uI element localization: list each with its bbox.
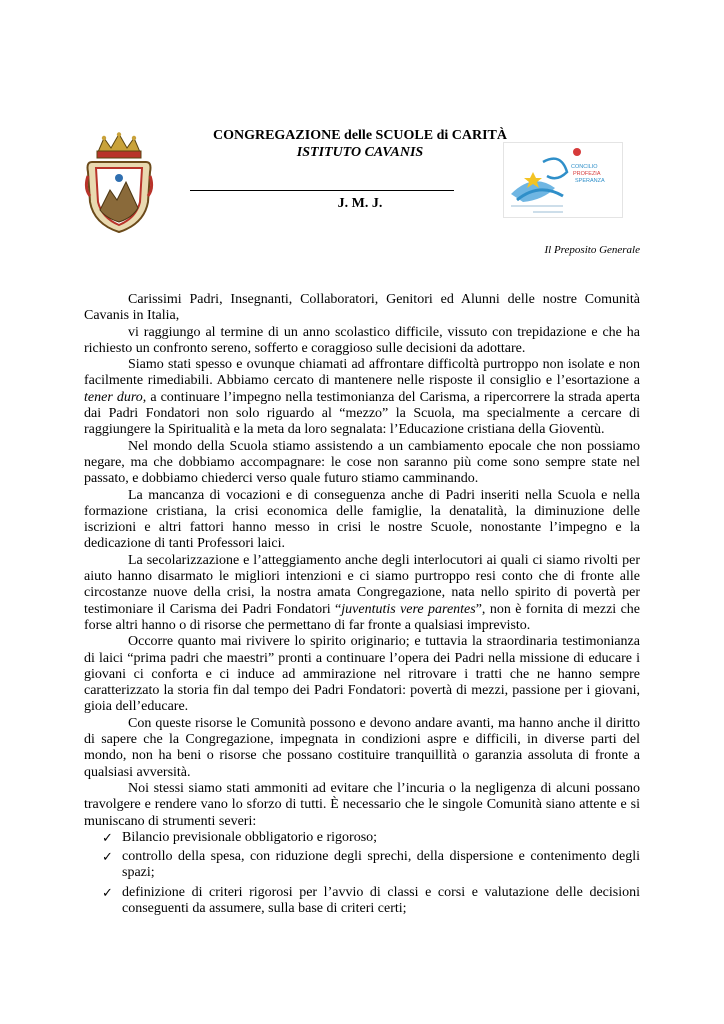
header-divider: [190, 190, 454, 191]
logo-text-2: PROFEZIA: [573, 171, 601, 177]
paragraph-change: Nel mondo della Scuola stiamo assistendo a un cambiamento epocale che non possiamo negare, ma che dobbiamo accompagnare: le cose non saranno più come sono sempre state nel passato, e dobbiamo chiederci verso quale futuro stiamo camminando.: [84, 438, 640, 487]
paragraph-difficulties: Siamo stati spesso e ovunque chiamati ad affrontare difficoltà purtroppo non isolate e non facilmente rimediabili. Abbiamo cercato di mantenere nelle risposte il consiglio e l’esortazione a tener duro, a continuare l’impegno nella testimonianza del Carisma, a ripercorrere la strada aperta dai Padri Fondatori non solo riguardo al “mezzo” la Scuola, ma specialmente a cercare di raggiungere la Spiritualità e la meta da loro segnalata: l’Educazione cristiana della Gioventù.: [84, 357, 640, 438]
checkmark-icon: ✓: [102, 829, 113, 845]
signature-title: Il Preposito Generale: [544, 244, 640, 256]
paragraph-salutation: Carissimi Padri, Insegnanti, Collaboratori, Genitori ed Alunni delle nostre Comunità Cavanis in Italia,: [84, 292, 640, 324]
paragraph-resources: Con queste risorse le Comunità possono e devono andare avanti, ma hanno anche il diritto di sapere che la Congregazione, impegnata in condizioni aspre e difficili, in diverse parti del mondo, non ha beni o risorse che possano costituire tranquillità o garanzia assoluta di fronte a qualsiasi avversità.: [84, 715, 640, 780]
logo-text-3: SPERANZA: [575, 178, 605, 184]
latin-phrase: juventutis vere parentes: [341, 601, 476, 617]
checkmark-icon: ✓: [102, 849, 113, 865]
paragraph-warning: Noi stessi siamo stati ammoniti ad evitare che l’incuria o la negligenza di alcuni possano travolgere e rendere vano lo sforzo di tutti. È necessario che le singole Comunità siano attente e si muniscano di strumenti severi:: [84, 780, 640, 829]
measures-list: [84, 830, 640, 917]
paragraph-intro: vi raggiungo al termine di un anno scolastico difficile, vissuto con trepidazione e che ha richiesto un confronto sereno, sofferto e coraggioso sulle decisioni da adottare.: [84, 324, 640, 356]
jmj-heading: J. M. J.: [337, 196, 383, 211]
checkmark-icon: ✓: [102, 884, 113, 900]
congregation-crest-icon: [84, 132, 154, 234]
letter-body: [84, 292, 640, 920]
tener-duro-phrase: tener duro: [84, 389, 143, 405]
council-logo-icon: [503, 142, 623, 218]
paragraph-crisis: La mancanza di vocazioni e di conseguenza anche di Padri inseriti nella Scuola e nella formazione cristiana, la crisi economica delle famiglie, la denatalità, la diminuzione delle iscrizioni e altri fattori hanno messo in crisi le nostre Scuole, nonostante l’impegno e la dedicazione di tanti Professori laici.: [84, 487, 640, 552]
paragraph-secularization: La secolarizzazione e l’atteggiamento anche degli interlocutori ai quali ci siamo rivolti per aiuto hanno disarmato le migliori intenzioni e ci siamo purtroppo resi conto che di fronte alle circostanze nuove della crisi, la nostra amata Congregazione, nata nello spirito di povertà per testimoniare il Carisma dei Padri Fondatori “juventutis vere parentes”, non è fornita di mezzi che forse altri hanno o di risorse che permettano di far fronte a qualsiasi imprevisto.: [84, 552, 640, 633]
congregation-name: CONGREGAZIONE delle SCUOLE di CARITÀ: [212, 128, 508, 143]
list-item: ✓ definizione di criteri rigorosi per l’avvio di classi e corsi e valutazione delle decisioni conseguenti da assumere, sulla base di criteri certi;: [102, 884, 640, 916]
paragraph-spirit: Occorre quanto mai rivivere lo spirito originario; e tuttavia la straordinaria testimonianza di laici “prima padri che maestri” pronti a continuare l’opera dei Padri nella missione di educare i giovani ci conforta e ci induce ad ammirazione nel ritrovare i tratti che ne hanno sempre caratterizzato la storia fin dal tempo dei Padri Fondatori: povertà di mezzi, passione per i giovani, gioia dell’educare.: [84, 634, 640, 715]
list-item: ✓ controllo della spesa, con riduzione degli sprechi, della dispersione e contenimento degli spazi;: [102, 849, 640, 881]
list-item: ✓ Bilancio previsionale obbligatorio e rigoroso;: [102, 829, 378, 845]
logo-text-1: CONCILIO: [571, 164, 598, 170]
institute-name: ISTITUTO CAVANIS: [296, 145, 424, 160]
